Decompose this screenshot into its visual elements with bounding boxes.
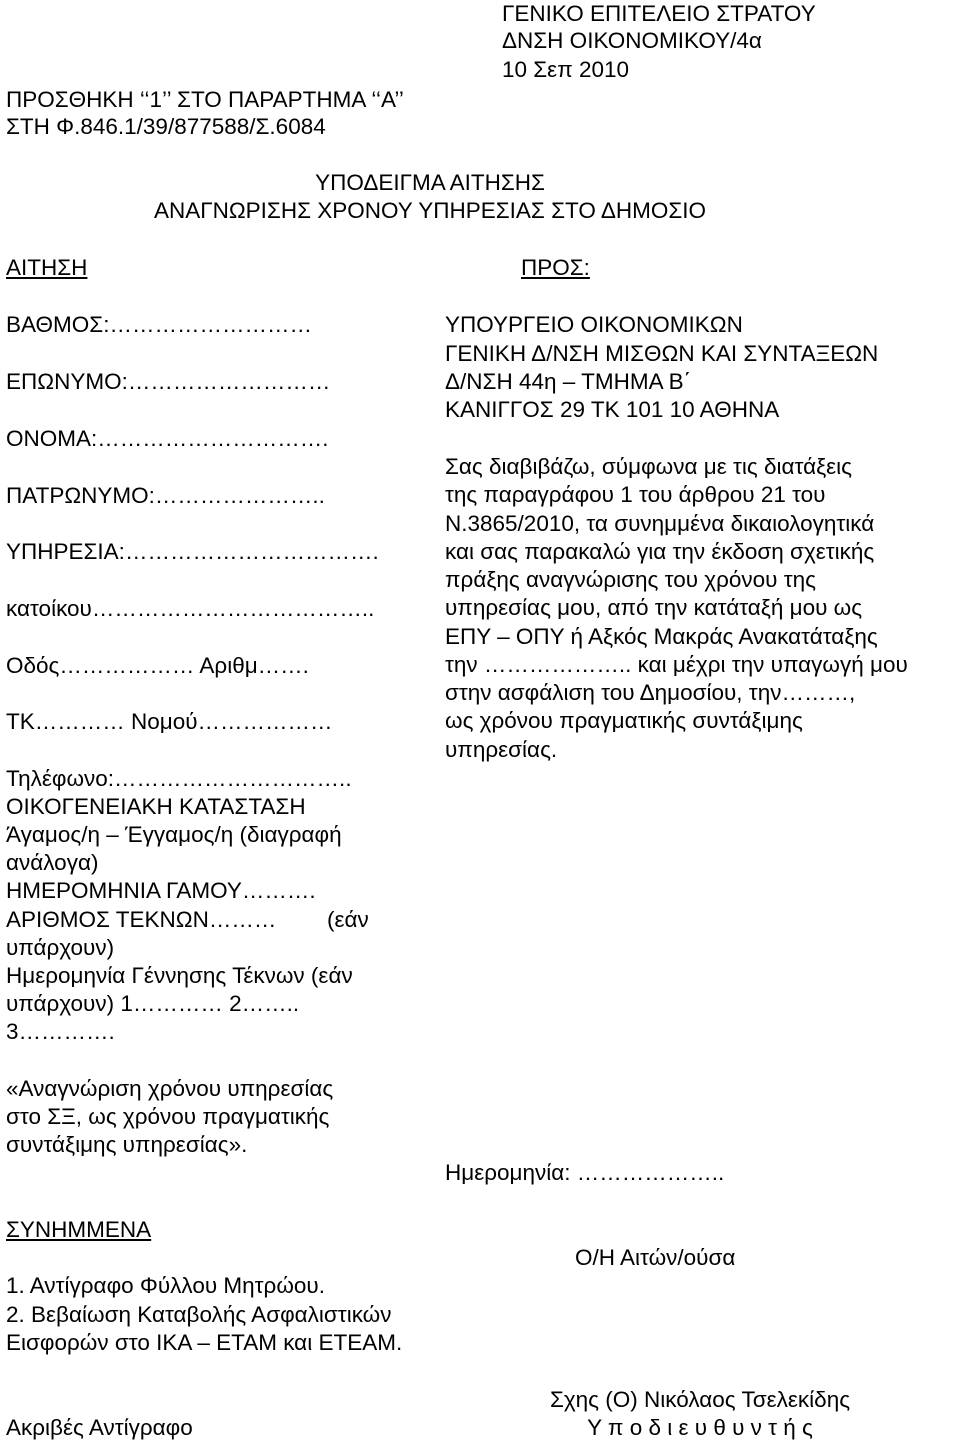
recipient-address: ΚΑΝΙΓΓΟΣ 29 ΤΚ 101 10 ΑΘΗΝΑ bbox=[445, 397, 780, 422]
attachments-heading: ΣΥΝΗΜΜΕΝΑ bbox=[6, 1217, 152, 1242]
children-count-field: ΑΡΙΘΜΟΣ ΤΕΚΝΩΝ……… bbox=[6, 907, 277, 932]
document-subtitle: ΑΝΑΓΝΩΡΙΣΗΣ ΧΡΟΝΟΥ ΥΠΗΡΕΣΙΑΣ ΣΤΟ ΔΗΜΟΣΙΟ bbox=[153, 198, 707, 223]
signer-title: Υ π ο δ ι ε υ θ υ ν τ ή ς bbox=[587, 1415, 813, 1440]
application-heading: ΑΙΤΗΣΗ bbox=[6, 255, 88, 280]
marital-heading: ΟΙΚΟΓΕΝΕΙΑΚΗ ΚΑΤΑΣΤΑΣΗ bbox=[6, 794, 306, 819]
body-line: της παραγράφου 1 του άρθρου 21 του bbox=[445, 482, 826, 507]
subject-line-2: στο ΣΞ, ως χρόνου πραγματικής bbox=[6, 1104, 330, 1129]
fathers-name-field: ΠΑΤΡΩΝΥΜΟ:………………….. bbox=[6, 483, 325, 508]
body-line: την ……………….. και μέχρι την υπαγωγή μου bbox=[445, 652, 908, 677]
first-name-field: ΟΝΟΜΑ:…………………………. bbox=[6, 426, 329, 451]
attachment-1: 1. Αντίγραφο Φύλλου Μητρώου. bbox=[6, 1273, 325, 1298]
body-line: υπηρεσίας μου, από την κατάταξή μου ως bbox=[445, 595, 863, 620]
marital-status: Άγαμος/η – Έγγαμος/η (διαγραφή bbox=[6, 822, 342, 847]
marital-status-note: ανάλογα) bbox=[6, 850, 99, 875]
subject-line-3: συντάξιμης υπηρεσίας». bbox=[6, 1132, 248, 1157]
recipient-department: Δ/ΝΣΗ 44η – ΤΜΗΜΑ Β΄ bbox=[445, 369, 692, 394]
applicant-signature-label: Ο/Η Αιτών/ούσα bbox=[575, 1245, 736, 1270]
children-count-note: (εάν bbox=[327, 907, 369, 932]
service-field: ΥΠΗΡΕΣΙΑ:……………………………. bbox=[6, 539, 379, 564]
children-birth-dates: Ημερομηνία Γέννησης Τέκνων (εάν bbox=[6, 963, 353, 988]
department: ΔΝΣΗ ΟΙΚΟΝΟΜΙΚΟΥ/4α bbox=[502, 28, 762, 53]
phone-field: Τηλέφωνο:………………………….. bbox=[6, 766, 352, 791]
document-title: ΥΠΟΔΕΙΓΜΑ ΑΙΤΗΣΗΣ bbox=[315, 170, 545, 195]
org-name: ΓΕΝΙΚΟ ΕΠΙΤΕΛΕΙΟ ΣΤΡΑΤΟΥ bbox=[502, 1, 816, 26]
rank-field: ΒΑΘΜΟΣ:……………………… bbox=[6, 312, 312, 337]
file-reference: ΣΤΗ Φ.846.1/39/877588/Σ.6084 bbox=[6, 114, 326, 139]
children-count-note-cont: υπάρχουν) bbox=[6, 935, 115, 960]
date-field: Ημερομηνία: ……………….. bbox=[445, 1160, 725, 1185]
residence-field: κατοίκου……………………………….. bbox=[6, 596, 375, 621]
attachment-3: Εισφορών στο ΙΚΑ – ΕΤΑΜ και ΕΤΕΑΜ. bbox=[6, 1330, 403, 1355]
subject-line-1: «Αναγνώριση χρόνου υπηρεσίας bbox=[6, 1076, 334, 1101]
surname-field: ΕΠΩΝΥΜΟ:……………………… bbox=[6, 369, 331, 394]
body-line: και σας παρακαλώ για την έκδοση σχετικής bbox=[445, 539, 875, 564]
wedding-date-field: ΗΜΕΡΟΜΗΝΙΑ ΓΑΜΟΥ………. bbox=[6, 878, 316, 903]
body-line: ΕΠΥ – ΟΠΥ ή Αξκός Μακράς Ανακατάταξης bbox=[445, 624, 878, 649]
recipient-ministry: ΥΠΟΥΡΓΕΙΟ ΟΙΚΟΝΟΜΙΚΩΝ bbox=[445, 312, 743, 337]
postcode-field: ΤΚ………… Νομού……………… bbox=[6, 709, 333, 734]
recipient-directorate: ΓΕΝΙΚΗ Δ/ΝΣΗ ΜΙΣΘΩΝ ΚΑΙ ΣΥΝΤΑΞΕΩΝ bbox=[445, 341, 879, 366]
body-line: Σας διαβιβάζω, σύμφωνα με τις διατάξεις bbox=[445, 454, 853, 479]
document-date: 10 Σεπ 2010 bbox=[502, 57, 630, 82]
children-birth-dates-3: 3…………. bbox=[6, 1019, 115, 1044]
certified-copy: Ακριβές Αντίγραφο bbox=[6, 1415, 193, 1440]
street-field: Οδός……………… Αριθμ……. bbox=[6, 653, 309, 678]
children-birth-dates-2: υπάρχουν) 1………… 2…….. bbox=[6, 991, 300, 1016]
body-line: υπηρεσίας. bbox=[445, 737, 558, 762]
signer-name: Σχης (Ο) Νικόλαος Τσελεκίδης bbox=[549, 1387, 851, 1412]
body-line: ως χρόνου πραγματικής συντάξιμης bbox=[445, 708, 803, 733]
attachment-2: 2. Βεβαίωση Καταβολής Ασφαλιστικών bbox=[6, 1302, 392, 1327]
body-line: Ν.3865/2010, τα συνημμένα δικαιολογητικά bbox=[445, 511, 875, 536]
recipient-heading: ΠΡΟΣ: bbox=[521, 255, 590, 280]
annex-reference: ΠΡΟΣΘΗΚΗ ‘‘1’’ ΣΤΟ ΠΑΡΑΡΤΗΜΑ ‘‘Α’’ bbox=[6, 87, 404, 112]
body-line: στην ασφάλιση του Δημοσίου, την………, bbox=[445, 680, 856, 705]
body-line: πράξης αναγνώρισης του χρόνου της bbox=[445, 567, 816, 592]
